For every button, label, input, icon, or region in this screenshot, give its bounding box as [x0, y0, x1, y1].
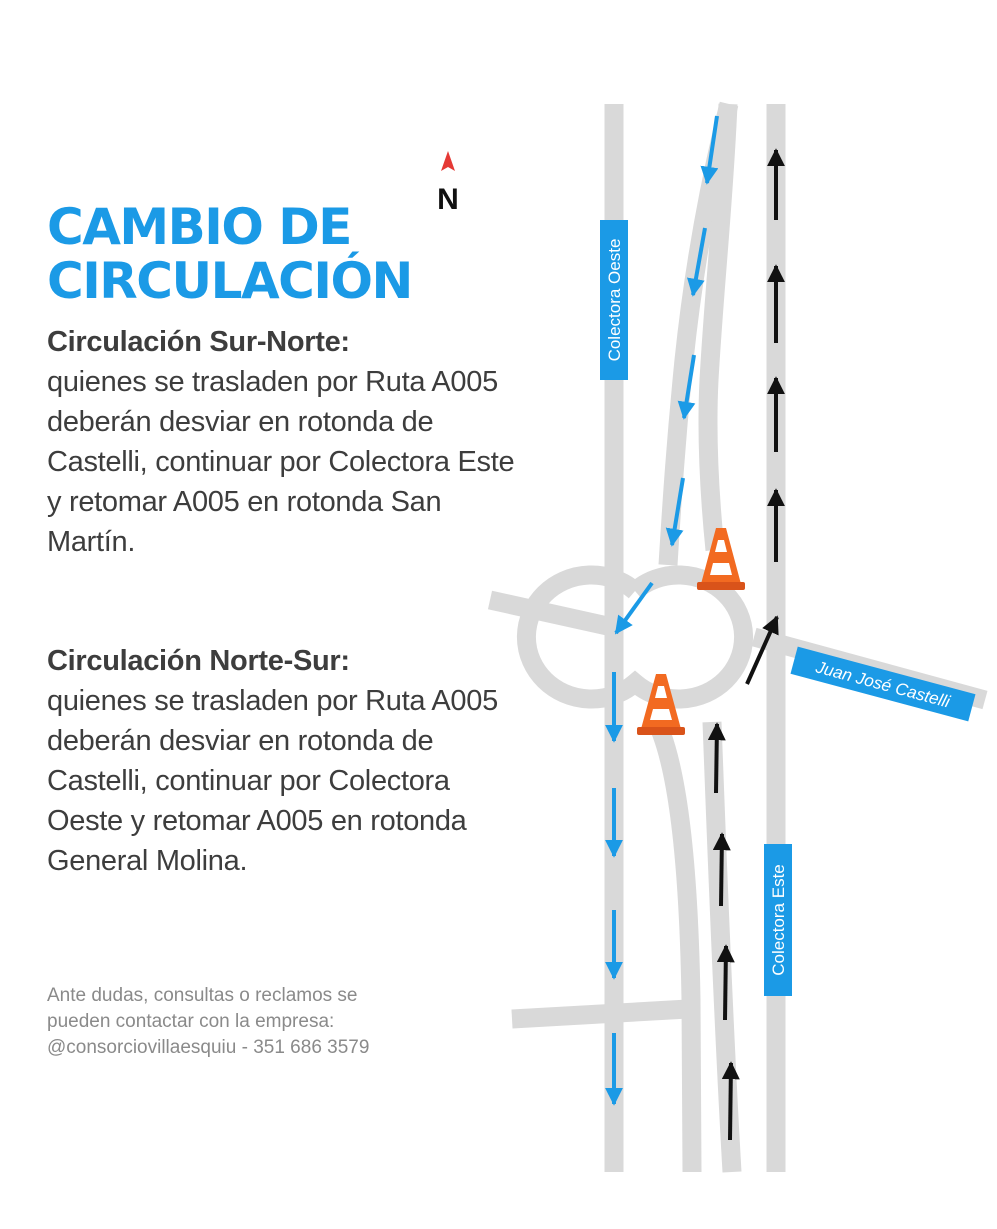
west-access-road — [490, 600, 612, 627]
rotonda-castelli — [526, 575, 743, 699]
ruta-a005-south-road — [652, 713, 692, 1172]
northbound-arrow-icon — [730, 1063, 731, 1140]
norte-sur-body: quienes se trasladen por Ruta A005 deberán desviar en rotonda de Castelli, continuar por Colectora Oeste y retomar A005 en rotonda General Molina. — [47, 685, 498, 877]
contact-line-1: Ante dudas, consultas o reclamos se — [47, 985, 358, 1006]
colectora-este-label — [764, 844, 792, 996]
colectora-oeste-text: Colectora Oeste — [605, 238, 624, 362]
northbound-arrow-icon — [725, 946, 726, 1020]
north-compass — [437, 151, 459, 216]
sur-norte-body: quienes se trasladen por Ruta A005 deberán desviar en rotonda de Castelli, continuar por Colectora Este y retomar A005 en rotonda San Martín. — [47, 366, 515, 558]
contact-line-3: @consorciovillaesquiu - 351 686 3579 — [47, 1037, 370, 1058]
title-line-2: CIRCULACIÓN — [47, 252, 412, 310]
colectora-oeste-label — [600, 220, 628, 380]
northbound-arrow-icon — [721, 834, 722, 906]
northbound-arrow-icon — [716, 724, 717, 793]
south-access-road — [512, 1009, 688, 1019]
contact-line-2: pueden contactar con la empresa: — [47, 1011, 335, 1032]
norte-sur-heading: Circulación Norte-Sur: — [47, 645, 350, 677]
sur-norte-heading: Circulación Sur-Norte: — [47, 326, 350, 358]
juan-jose-castelli-text: Juan José Castelli — [813, 657, 952, 712]
traffic-cone-icon — [697, 528, 745, 590]
north-arrow-icon — [441, 151, 455, 171]
compass-label: N — [437, 183, 459, 216]
colectora-este-text: Colectora Este — [769, 864, 788, 976]
title-line-1: CAMBIO DE — [47, 198, 351, 256]
